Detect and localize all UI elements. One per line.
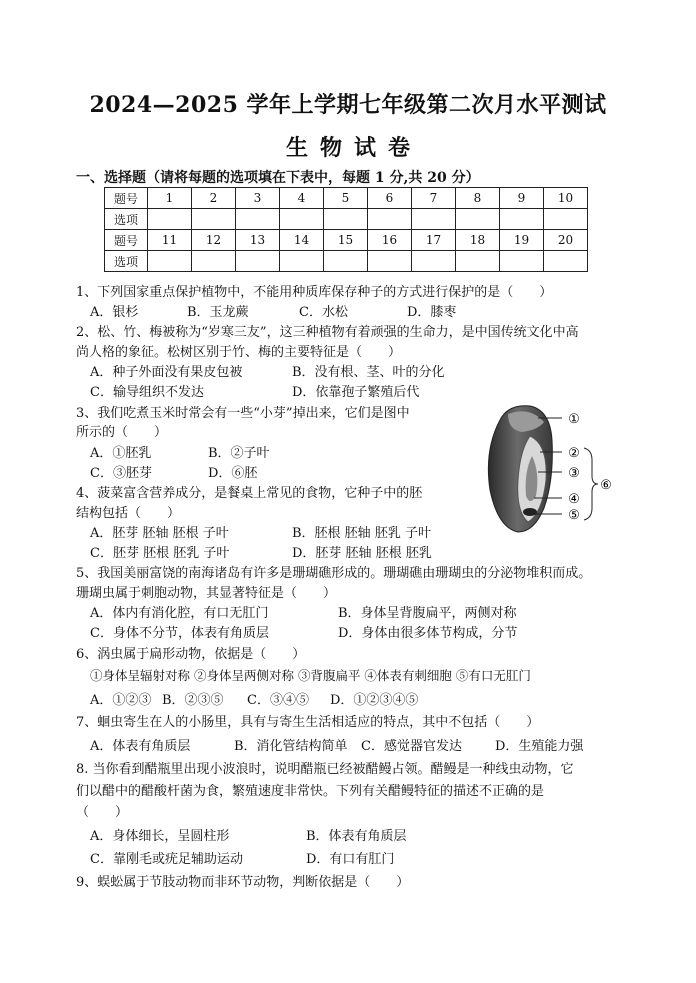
q8-option-c: C．靠刚毛或疣足辅助运动 — [90, 852, 243, 867]
section-heading: 一、选择题（请将每题的选项填在下表中，每题 1 分,共 20 分） — [76, 170, 480, 186]
answer-cell[interactable] — [368, 209, 412, 230]
answer-cell[interactable] — [148, 209, 192, 230]
row-label: 题号 — [105, 188, 148, 209]
answer-cell[interactable] — [368, 251, 412, 272]
answer-cell[interactable] — [148, 251, 192, 272]
question-4-stem: 4、菠菜富含营养成分，是餐桌上常见的食物，它种子中的胚 — [76, 486, 423, 501]
q3-option-a: A．①胚乳 — [90, 446, 152, 461]
question-number: 2 — [192, 188, 236, 209]
question-number: 20 — [544, 230, 588, 251]
question-8-stem: 8. 当你看到醋瓶里出现小波浪时，说明醋瓶已经被醋鳗占领。醋鳗是一种线虫动物，它 — [76, 762, 574, 777]
row-label: 选项 — [105, 251, 148, 272]
question-number: 15 — [324, 230, 368, 251]
question-6-items: ①身体呈辐射对称 ②身体呈两侧对称 ③背腹扁平 ④体表有刺细胞 ⑤有口无肛门 — [90, 668, 531, 683]
answer-cell[interactable] — [544, 209, 588, 230]
q5-option-d: D．身体由很多体节构成，分节 — [338, 626, 518, 641]
q4-option-b: B．胚根 胚轴 胚乳 子叶 — [292, 526, 431, 541]
figure-label: ⑥ — [600, 478, 612, 493]
question-number: 10 — [544, 188, 588, 209]
q3-option-b: B．②子叶 — [208, 446, 270, 461]
question-number: 14 — [280, 230, 324, 251]
q2-option-d: D．依靠孢子繁殖后代 — [292, 385, 420, 400]
question-4-stem-cont: 结构包括（ ） — [76, 506, 181, 521]
question-8-stem-end: （ ） — [76, 805, 129, 820]
question-2-stem: 2、松、竹、梅被称为“岁寒三友”，这三种植物有着顽强的生命力，是中国传统文化中高 — [76, 325, 579, 340]
q2-option-a: A．种子外面没有果皮包被 — [90, 365, 243, 380]
q5-option-b: B．身体呈背腹扁平，两侧对称 — [338, 606, 517, 621]
subtitle-char: 生 — [285, 135, 308, 161]
answer-cell[interactable] — [412, 251, 456, 272]
q1-option-c: C．水松 — [299, 305, 348, 320]
answer-cell[interactable] — [324, 251, 368, 272]
figure-label: ① — [568, 412, 580, 427]
question-number: 1 — [148, 188, 192, 209]
question-number: 19 — [500, 230, 544, 251]
question-number: 7 — [412, 188, 456, 209]
answer-cell[interactable] — [500, 251, 544, 272]
answer-cell[interactable] — [280, 251, 324, 272]
q1-option-b: B．玉龙蕨 — [187, 305, 249, 320]
q2-option-c: C．输导组织不发达 — [90, 385, 204, 400]
q4-option-a: A．胚芽 胚轴 胚根 子叶 — [90, 526, 229, 541]
exam-subtitle — [0, 131, 696, 162]
question-number: 12 — [192, 230, 236, 251]
exam-title: 2024—2025 学年上学期七年级第二次月水平测试 — [89, 92, 607, 118]
answer-cell[interactable] — [192, 209, 236, 230]
table-row — [105, 251, 588, 272]
question-8-stem-cont: 们以醋中的醋酸杆菌为食，繁殖速度非常快。下列有关醋鳗特征的描述不正确的是 — [76, 784, 545, 799]
q8-option-d: D．有口有肛门 — [306, 852, 395, 867]
question-7-stem: 7、蛔虫寄生在人的小肠里，具有与寄生生活相适应的特点，其中不包括（ ） — [76, 715, 540, 730]
q4-option-d: D．胚芽 胚轴 胚根 胚乳 — [292, 546, 432, 561]
question-1-stem: 1、下列国家重点保护植物中，不能用种质库保存种子的方式进行保护的是（ ） — [76, 285, 553, 300]
answer-cell[interactable] — [280, 209, 324, 230]
q4-option-c: C．胚芽 胚根 胚乳 子叶 — [90, 546, 230, 561]
answer-cell[interactable] — [456, 251, 500, 272]
question-number: 17 — [412, 230, 456, 251]
q2-option-b: B．没有根、茎、叶的分化 — [292, 365, 445, 380]
answer-cell[interactable] — [236, 251, 280, 272]
question-number: 13 — [236, 230, 280, 251]
q7-option-d: D．生殖能力强 — [495, 739, 584, 754]
question-2-stem-cont: 尚人格的象征。松树区别于竹、梅的主要特征是（ ） — [76, 345, 402, 360]
q6-option-c: C．③④⑤ — [247, 693, 309, 708]
question-5-stem: 5、我国美丽富饶的南海诸岛有许多是珊瑚礁形成的。珊瑚礁由珊瑚虫的分泌物堆积而成。 — [76, 566, 592, 581]
q5-option-a: A．体内有消化腔，有口无肛门 — [90, 606, 269, 621]
q8-option-b: B．体表有角质层 — [306, 829, 407, 844]
q3-option-d: D．⑥胚 — [208, 466, 258, 481]
row-label: 选项 — [105, 209, 148, 230]
figure-label: ④ — [568, 492, 580, 507]
figure-label: ③ — [568, 466, 580, 481]
q1-option-d: D．膝枣 — [407, 305, 457, 320]
answer-cell[interactable] — [324, 209, 368, 230]
q7-option-b: B．消化管结构简单 — [234, 739, 348, 754]
q1-option-a: A．银杉 — [90, 305, 139, 320]
q8-option-a: A．身体细长，呈圆柱形 — [90, 829, 230, 844]
corn-seed-figure — [478, 400, 618, 540]
question-5-stem-cont: 珊瑚虫属于刺胞动物，其显著特征是（ ） — [76, 586, 337, 601]
q6-option-b: B．②③⑤ — [162, 693, 224, 708]
answer-cell[interactable] — [500, 209, 544, 230]
question-number: 11 — [148, 230, 192, 251]
question-number: 5 — [324, 188, 368, 209]
answer-cell[interactable] — [412, 209, 456, 230]
answer-cell[interactable] — [236, 209, 280, 230]
question-number: 9 — [500, 188, 544, 209]
q6-option-d: D．①②③④⑤ — [330, 693, 419, 708]
answer-table — [104, 187, 588, 272]
question-3-stem: 3、我们吃煮玉米时常会有一些“小芽”掉出来，它们是图中 — [76, 406, 410, 421]
answer-cell[interactable] — [544, 251, 588, 272]
question-number: 3 — [236, 188, 280, 209]
figure-label: ⑤ — [568, 508, 580, 523]
q5-option-c: C．身体不分节，体表有角质层 — [90, 626, 269, 641]
q7-option-a: A．体表有角质层 — [90, 739, 191, 754]
subtitle-char: 卷 — [388, 135, 411, 161]
question-number: 8 — [456, 188, 500, 209]
q3-option-c: C．③胚芽 — [90, 466, 152, 481]
table-row — [105, 230, 588, 251]
row-label: 题号 — [105, 230, 148, 251]
q6-option-a: A．①②③ — [90, 693, 152, 708]
q7-option-c: C．感觉器官发达 — [361, 739, 462, 754]
table-row — [105, 209, 588, 230]
question-number: 18 — [456, 230, 500, 251]
question-3-stem-cont: 所示的（ ） — [76, 425, 168, 440]
embryo-root-tip — [523, 508, 537, 516]
figure-label: ② — [568, 446, 580, 461]
question-9-stem: 9、蜈蚣属于节肢动物而非环节动物，判断依据是（ ） — [76, 875, 410, 890]
question-number: 16 — [368, 230, 412, 251]
subtitle-char: 物 — [319, 135, 342, 161]
question-6-stem: 6、涡虫属于扁形动物，依据是（ ） — [76, 647, 306, 662]
question-number: 4 — [280, 188, 324, 209]
question-number: 6 — [368, 188, 412, 209]
answer-cell[interactable] — [192, 251, 236, 272]
table-row — [105, 188, 588, 209]
subtitle-char: 试 — [354, 135, 377, 161]
answer-cell[interactable] — [456, 209, 500, 230]
